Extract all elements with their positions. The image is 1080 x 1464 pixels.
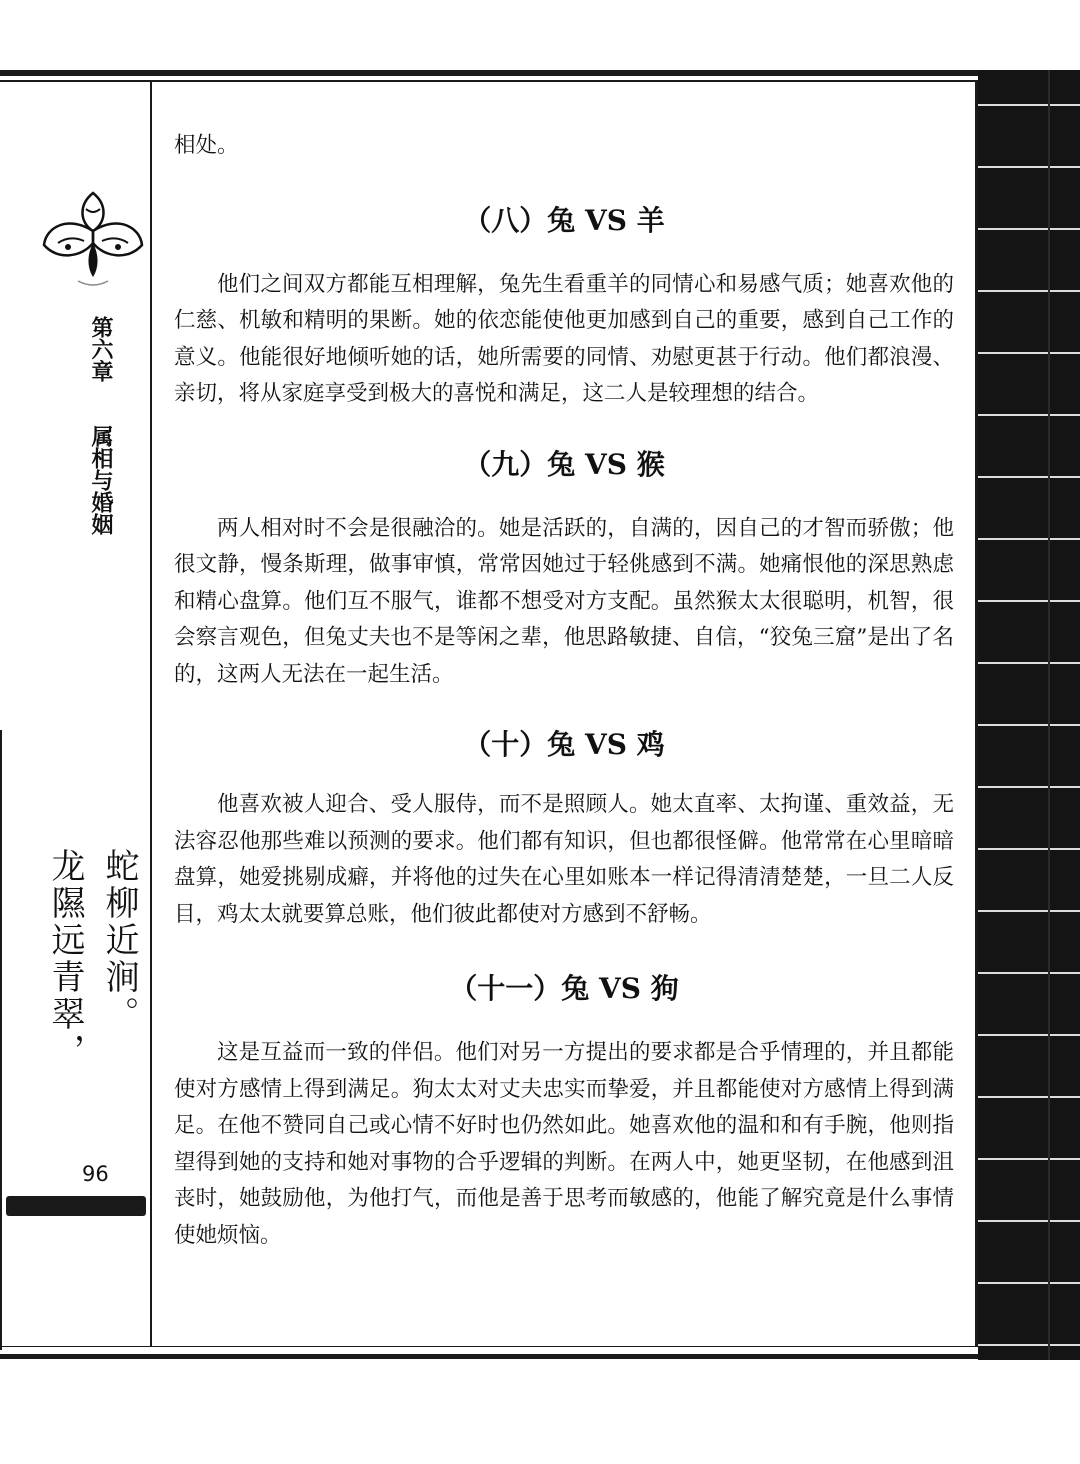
chapter-title: 属相与婚姻 — [88, 425, 113, 536]
continuation-text: 相处。 — [174, 133, 239, 158]
section-heading: （八）兔 VS 羊 — [463, 203, 665, 237]
chapter-number: 第六章 — [88, 316, 113, 382]
bottom-rule-thin — [0, 1346, 1000, 1347]
left-edge-line — [0, 730, 2, 1350]
section-paragraph: 两人相对时不会是很融洽的。她是活跃的，自满的，因自己的才智而骄傲；他很文静，慢条斯理，做事审慎，常常因她过于轻佻感到不满。她痛恨他的深思熟虑和精心盘算。他们互不服气，谁都不想受对方支配。虽然猴太太很聪明，机智，很会察言观色，但兔丈夫也不是等闲之辈，他思路敏捷、自信，“狡兔三窟”是出了名的，这两人无法在一起生活。 — [174, 515, 954, 687]
leaf-ornament-icon — [38, 185, 148, 295]
margin-divider — [150, 80, 152, 1347]
section-paragraph: 他们之间双方都能互相理解，兔先生看重羊的同情心和易感气质；她喜欢他的仁慈、机敏和精明的果断。她的依恋能使他更加感到自己的重要，感到自己工作的意义。他能很好地倾听她的话，她所需要的同情、劝慰更甚于行动。他们都浪漫、亲切，将从家庭享受到极大的喜悦和满足，这二人是较理想的结合。 — [174, 271, 954, 406]
top-rule — [0, 70, 1050, 76]
poem-line-1: 蛇柳近涧。 — [99, 848, 139, 1033]
page-number-bar — [6, 1196, 146, 1216]
section-heading: （十一）兔 VS 狗 — [449, 972, 679, 1005]
main-text — [174, 128, 954, 1254]
poem-line-2: 龙隰远青翠， — [45, 848, 85, 1070]
section-paragraph: 他喜欢被人迎合、受人服侍，而不是照顾人。她太直率、太拘谨、重效益，无法容忍他那些难以预测的要求。他们都有知识，但也都很怪僻。他常常在心里暗暗盘算，她爱挑剔成癖，并将他的过失在心里如账本一样记得清清楚楚，一旦二人反目，鸡太太就要算总账，他们彼此都使对方感到不舒畅。 — [174, 792, 954, 927]
section-heading: （九）兔 VS 猴 — [463, 447, 665, 481]
page-number: 96 — [82, 1162, 109, 1186]
chapter-label — [83, 316, 111, 535]
bottom-rule — [0, 1354, 1050, 1359]
binding-edge-strip — [978, 70, 1080, 1360]
section-paragraph: 这是互益而一致的伴侣。他们对另一方提出的要求都是合乎情理的，并且都能使对方感情上得到满足。狗太太对丈夫忠实而挚爱，并且都能使对方感情上得到满足。在他不赞同自己或心情不好时也仍然如此。她喜欢他的温和和有手腕，他则指望得到她的支持和她对事物的合乎逻辑的判断。在两人中，她更坚韧，在他感到沮丧时，她鼓励他，为他打气，而他是善于思考而敏感的，他能了解究竟是什么事情使她烦恼。 — [174, 1040, 954, 1248]
section-heading: （十）兔 VS 鸡 — [463, 728, 665, 761]
